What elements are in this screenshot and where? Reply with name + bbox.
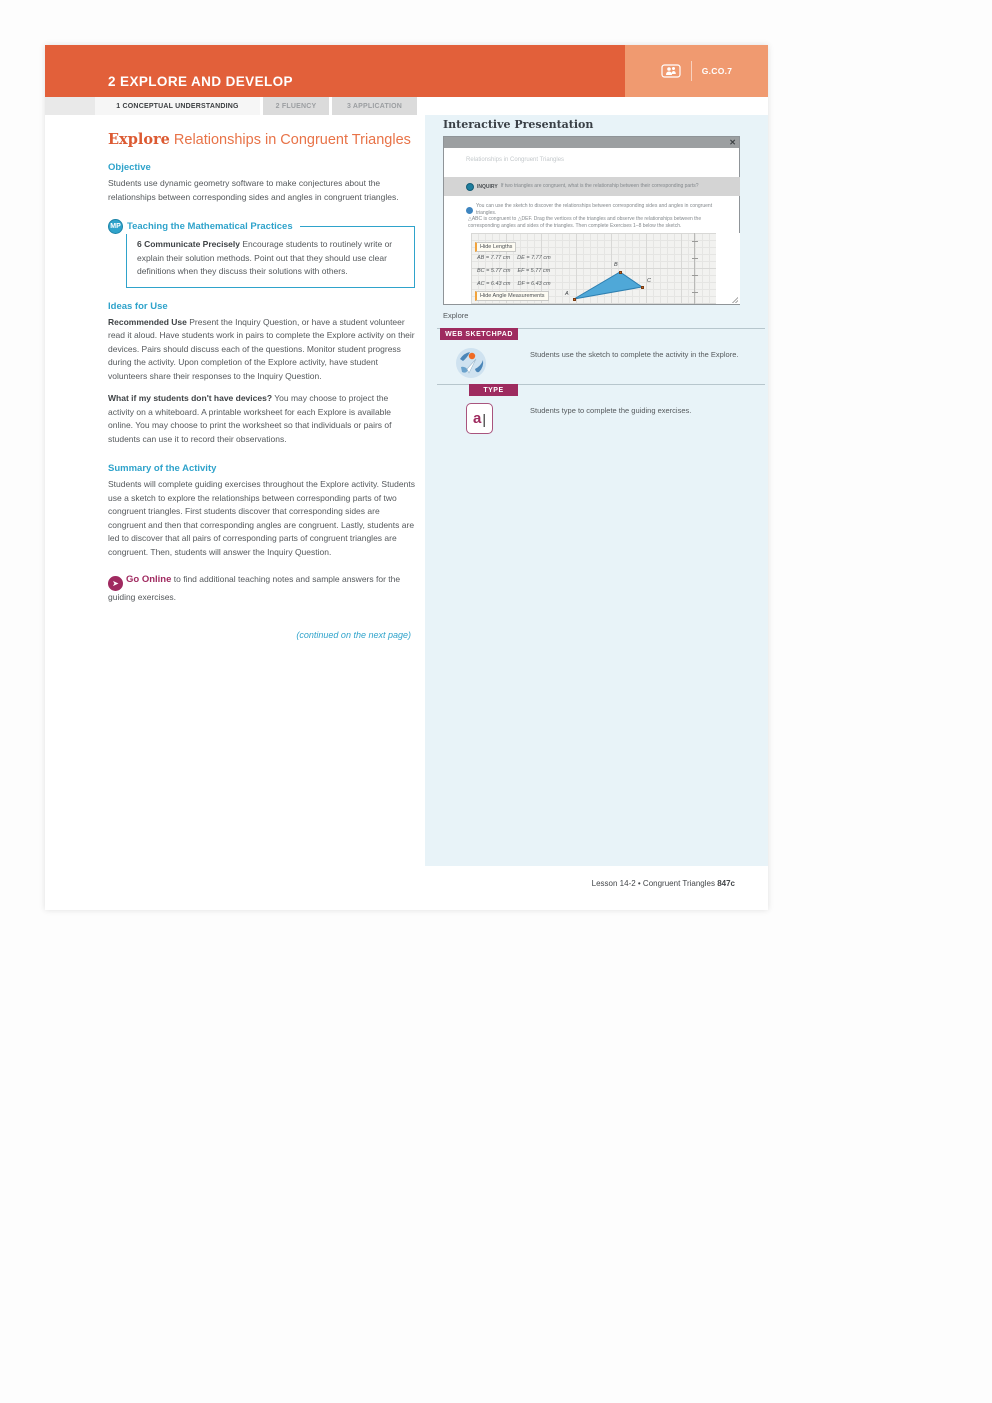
explore-caption: Explore	[443, 311, 469, 320]
measurement-ac: AC = 6.43 cm	[477, 281, 511, 287]
mp-body: Encourage students to routinely write or explain their solution methods. Point out that they should use clear definitions when they discuss their solutions with others.	[137, 239, 393, 276]
no-devices-lead: What if my students don't have devices?	[108, 393, 273, 403]
interactive-presentation-heading: Interactive Presentation	[443, 118, 594, 131]
axis-tick	[692, 241, 698, 242]
measurement-bc: BC = 5.77 cm	[477, 268, 511, 274]
type-icon-caret: |	[482, 410, 486, 427]
web-sketchpad-text: Students use the sketch to complete the activity in the Explore.	[530, 350, 739, 359]
type-text: Students type to complete the guiding exercises.	[530, 406, 692, 415]
continued-note: (continued on the next page)	[296, 629, 411, 640]
objective-text: Students use dynamic geometry software to make conjectures about the relationships between corresponding sides and angles in congruent triangles.	[108, 178, 399, 202]
axis-tick	[692, 258, 698, 259]
vertex-point-c[interactable]	[641, 286, 644, 289]
type-badge: TYPE	[469, 384, 518, 396]
header-standard-section	[625, 45, 768, 97]
summary-text: Students will complete guiding exercises throughout the Explore activity. Students use a sketch to explore the relationships between corresponding parts of two congruent triangles. First students discover that corresponding sides are congruent and then that corresponding angles are congruent. Lastly, students are led to discover that all pairs of corresponding parts of congruent triangles are congruent. Then, students will answer the Inquiry Question.	[108, 479, 415, 557]
go-online-text: to find additional teaching notes and sample answers for the guiding exercises.	[108, 574, 401, 603]
mp-bold-lead: 6 Communicate Precisely	[137, 239, 240, 249]
no-devices-paragraph	[108, 392, 415, 446]
header-divider	[691, 61, 692, 81]
mp-heading: Teaching the Mathematical Practices	[127, 221, 293, 232]
instruction-1: You can use the sketch to discover the relationships between corresponding sides and angles in congruent triangles.	[476, 203, 713, 216]
measurement-de: DE = 7.77 cm	[517, 255, 551, 261]
left-column	[108, 131, 415, 640]
measurement-ef: EF = 5.77 cm	[517, 268, 551, 274]
page-footer	[425, 879, 735, 888]
footer-page-number: 847c	[717, 879, 735, 888]
instruction-row-1	[466, 203, 726, 217]
measurement-ab: AB = 7.77 cm	[477, 255, 511, 261]
axis-tick	[692, 275, 698, 276]
rigor-tabbar	[45, 97, 768, 115]
objective-heading: Objective	[108, 162, 151, 173]
measurement-row	[477, 268, 557, 274]
recommended-use-paragraph	[108, 316, 415, 384]
tab-application[interactable]: 3 APPLICATION	[332, 97, 417, 115]
footer-lesson: Lesson 14-2 • Congruent Triangles	[591, 879, 718, 888]
instruction-2: △ABC is congruent to △DEF. Drag the vertices of the triangles and observe the relationships between the corresponding angles and sides of the triangles. Then complete Exercises 1–8 below the sketch.	[468, 216, 702, 229]
type-icon-letter: a	[473, 410, 482, 427]
header-bar	[45, 45, 768, 97]
triangle-abc[interactable]	[566, 263, 656, 303]
explore-title-text: Relationships in Congruent Triangles	[169, 132, 411, 148]
go-online-icon: ➤	[108, 576, 123, 591]
inquiry-label: INQUIRY	[477, 183, 498, 190]
measurement-row	[477, 281, 558, 287]
presentation-title: Relationships in Congruent Triangles	[466, 157, 565, 163]
standard-badge: G.CO.7	[701, 66, 733, 76]
axis-tick	[692, 292, 698, 293]
tab-conceptual-understanding[interactable]: 1 CONCEPTUAL UNDERSTANDING	[95, 97, 260, 115]
summary-heading: Summary of the Activity	[108, 463, 217, 474]
hide-angle-measurements-button[interactable]: Hide Angle Measurements	[475, 291, 549, 301]
mp-heading-row	[108, 219, 300, 234]
inquiry-icon	[466, 183, 474, 191]
vertex-label-c: C	[647, 278, 651, 284]
recommended-use-lead: Recommended Use	[108, 316, 187, 327]
mathematical-practices-callout	[108, 219, 415, 288]
hide-lengths-button[interactable]: Hide Lengths	[475, 242, 516, 252]
recommended-use-text: Present the Inquiry Question, or have a student volunteer read it aloud. Have students work in pairs to complete the Explore activity on their devices. Pairs should discuss each of the questions. Monitor student progress during the activity. Upon completion of the Explore activity, have student volunteers share their responses to the Inquiry Question.	[108, 316, 415, 381]
close-icon[interactable]: ✕	[729, 138, 736, 147]
tab-fluency[interactable]: 2 FLUENCY	[263, 97, 329, 115]
mp-badge-icon: MP	[108, 219, 123, 234]
vertex-label-a: A	[565, 291, 569, 297]
explore-label: Explore	[108, 131, 170, 148]
no-devices-text: You may choose to project the activity on a whiteboard. A printable worksheet for each Explore is available online. You may choose to print the worksheet so that individuals or pairs of students can use it to record their observations.	[108, 393, 392, 444]
presentation-window	[443, 136, 740, 305]
geometry-sketch[interactable]	[471, 233, 740, 304]
measurement-row	[477, 255, 558, 261]
ideas-for-use-heading: Ideas for Use	[108, 300, 168, 312]
inquiry-band	[444, 177, 740, 196]
web-sketchpad-badge: WEB SKETCHPAD	[440, 328, 518, 340]
tabbar-lead-strip	[45, 97, 95, 115]
vertex-point-a[interactable]	[573, 298, 576, 301]
mp-box	[126, 226, 415, 288]
lesson-section-title	[108, 131, 415, 149]
sketch-axis	[694, 233, 695, 304]
web-sketchpad-icon	[455, 347, 487, 379]
header-main	[45, 45, 625, 97]
go-online-note	[108, 573, 415, 605]
window-titlebar[interactable]	[444, 137, 739, 148]
vertex-point-b[interactable]	[619, 271, 622, 274]
info-icon	[466, 207, 473, 214]
mp-text	[137, 238, 406, 279]
type-cursor-icon	[466, 403, 493, 434]
go-online-label[interactable]: Go Online	[126, 574, 172, 585]
interactive-presentation-panel	[425, 115, 768, 866]
window-resize-handle[interactable]	[732, 297, 738, 303]
measurement-df: DF = 6.43 cm	[517, 281, 551, 287]
page-title: 2 EXPLORE AND DEVELOP	[108, 74, 293, 89]
people-icon	[661, 64, 681, 78]
inquiry-question: If two triangles are congruent, what is the relationship between their corresponding parts?	[500, 183, 699, 189]
vertex-label-b: B	[614, 262, 618, 268]
